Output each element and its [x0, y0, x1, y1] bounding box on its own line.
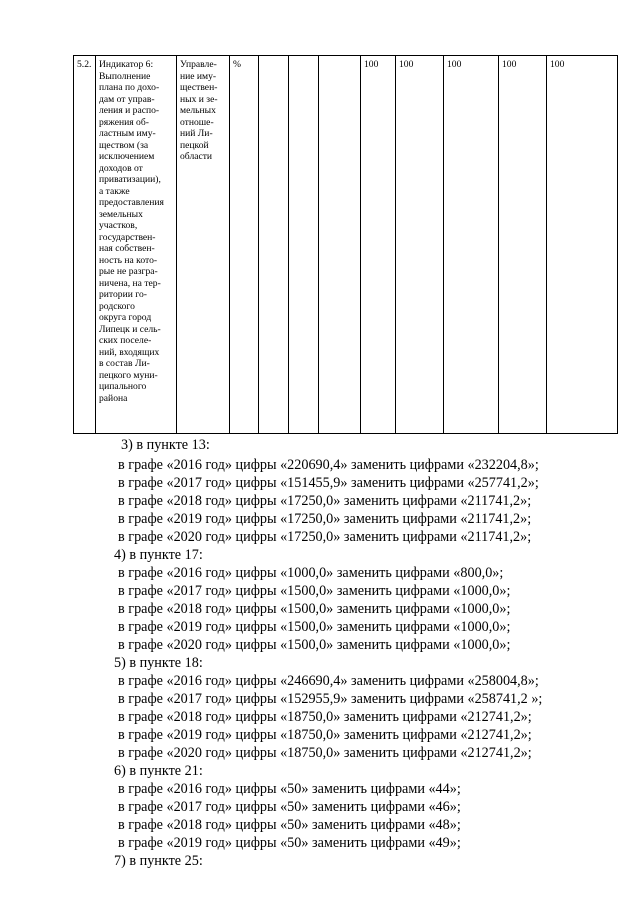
amendment-line: в графе «2018 год» цифры «17250,0» заменить цифрами «211741,2»;	[118, 493, 532, 509]
indicator-line: ществом (за	[99, 139, 149, 151]
indicator-line: ний, входящих	[99, 346, 160, 358]
item-heading: 4) в пункте 17:	[114, 547, 203, 563]
amendment-line: в графе «2016 год» цифры «50» заменить цифрами «44»;	[118, 781, 461, 797]
indicator-line: плана по дохо-	[99, 82, 160, 93]
indicator-line: ритории го-	[99, 289, 147, 300]
row-number: 5.2.	[74, 56, 96, 434]
indicator-line: ность на кото-	[99, 254, 158, 266]
executor-line: ние иму-	[180, 70, 217, 82]
item-heading: 5) в пункте 18:	[114, 655, 203, 671]
amendment-line: в графе «2020 год» цифры «17250,0» заменить цифрами «211741,2»;	[118, 529, 532, 545]
amendment-line: в графе «2017 год» цифры «152955,9» заменить цифрами «258741,2 »;	[118, 691, 543, 707]
executor-line: ществен-	[180, 82, 218, 93]
indicator-line: предоставления	[99, 197, 164, 208]
amendment-line: в графе «2019 год» цифры «18750,0» заменить цифрами «212741,2»;	[118, 727, 532, 743]
empty-cell	[289, 56, 319, 434]
unit-cell: %	[230, 56, 259, 434]
indicator-line: ления и распо-	[99, 105, 160, 116]
amendment-line: в графе «2016 год» цифры «1000,0» заменить цифрами «800,0»;	[118, 565, 504, 581]
executor-name	[180, 59, 226, 163]
indicator-line: рые не разгра-	[99, 266, 158, 277]
executor-line: области	[180, 151, 213, 162]
indicator-line: ничена, на тер-	[99, 277, 161, 289]
empty-cell	[319, 56, 361, 434]
indicator-line: ципального	[99, 381, 147, 392]
indicator-line: доходов от	[99, 162, 143, 174]
indicator-line: родского	[99, 300, 135, 312]
amendment-line: в графе «2019 год» цифры «50» заменить цифрами «49»;	[118, 835, 461, 851]
item-heading: 3) в пункте 13:	[121, 437, 210, 453]
amendment-line: в графе «2016 год» цифры «246690,4» заменить цифрами «258004,8»;	[118, 673, 539, 689]
indicator-line: округа город	[99, 312, 152, 323]
executor-line: ных и зе-	[180, 93, 218, 105]
indicator-line: Липецк и сель-	[99, 323, 161, 335]
indicator-line: участков,	[99, 220, 138, 231]
amendment-line: в графе «2018 год» цифры «50» заменить цифрами «48»;	[118, 817, 461, 833]
executor-line: отноше-	[180, 116, 214, 128]
amendment-line: в графе «2017 год» цифры «1500,0» заменить цифрами «1000,0»;	[118, 583, 511, 599]
value-cell-2018: 100	[444, 56, 499, 434]
amendment-line: в графе «2017 год» цифры «50» заменить цифрами «46»;	[118, 799, 461, 815]
amendment-line: в графе «2020 год» цифры «1500,0» заменить цифрами «1000,0»;	[118, 637, 511, 653]
executor-line: ний Ли-	[180, 128, 213, 139]
indicator-line: исключением	[99, 151, 155, 162]
amendment-line: в графе «2019 год» цифры «17250,0» заменить цифрами «211741,2»;	[118, 511, 532, 527]
executor-line: Управле-	[180, 59, 217, 70]
indicator-name-cell	[96, 56, 177, 434]
indicator-line: земельных	[99, 208, 143, 220]
indicator-line: Выполнение	[99, 70, 151, 82]
indicator-line: Индикатор 6:	[99, 59, 154, 70]
value-cell-2019: 100	[499, 56, 547, 434]
indicator-line: ластным иму-	[99, 128, 156, 139]
amendment-line: в графе «2017 год» цифры «151455,9» заменить цифрами «257741,2»;	[118, 475, 539, 491]
amendment-line: в графе «2020 год» цифры «18750,0» заменить цифрами «212741,2»;	[118, 745, 532, 761]
indicator-line: ских поселе-	[99, 335, 152, 346]
indicator-line: района	[99, 392, 128, 404]
table-row	[74, 56, 618, 434]
executor-cell	[177, 56, 230, 434]
amendment-line: в графе «2019 год» цифры «1500,0» заменить цифрами «1000,0»;	[118, 619, 511, 635]
indicator-line: ная собствен-	[99, 243, 155, 254]
value-cell-2017: 100	[396, 56, 444, 434]
indicator-line: в состав Ли-	[99, 358, 150, 369]
amendment-line: в графе «2018 год» цифры «18750,0» заменить цифрами «212741,2»;	[118, 709, 532, 725]
indicator-name	[99, 59, 173, 404]
amendment-line: в графе «2018 год» цифры «1500,0» заменить цифрами «1000,0»;	[118, 601, 511, 617]
indicator-line: дам от управ-	[99, 93, 155, 105]
indicator-line: пецкого муни-	[99, 369, 158, 381]
indicator-line: приватизации),	[99, 174, 161, 185]
item-heading: 6) в пункте 21:	[114, 763, 203, 779]
value-cell-2020: 100	[547, 56, 618, 434]
indicator-table	[73, 55, 618, 434]
value-cell-2016: 100	[361, 56, 396, 434]
empty-cell	[259, 56, 289, 434]
indicator-line: ряжения об-	[99, 116, 149, 128]
indicator-line: государствен-	[99, 231, 156, 243]
executor-line: мельных	[180, 105, 216, 116]
item-heading: 7) в пункте 25:	[114, 853, 203, 869]
indicator-line: а также	[99, 185, 130, 197]
amendment-line: в графе «2016 год» цифры «220690,4» заменить цифрами «232204,8»;	[118, 457, 539, 473]
executor-line: пецкой	[180, 139, 209, 151]
